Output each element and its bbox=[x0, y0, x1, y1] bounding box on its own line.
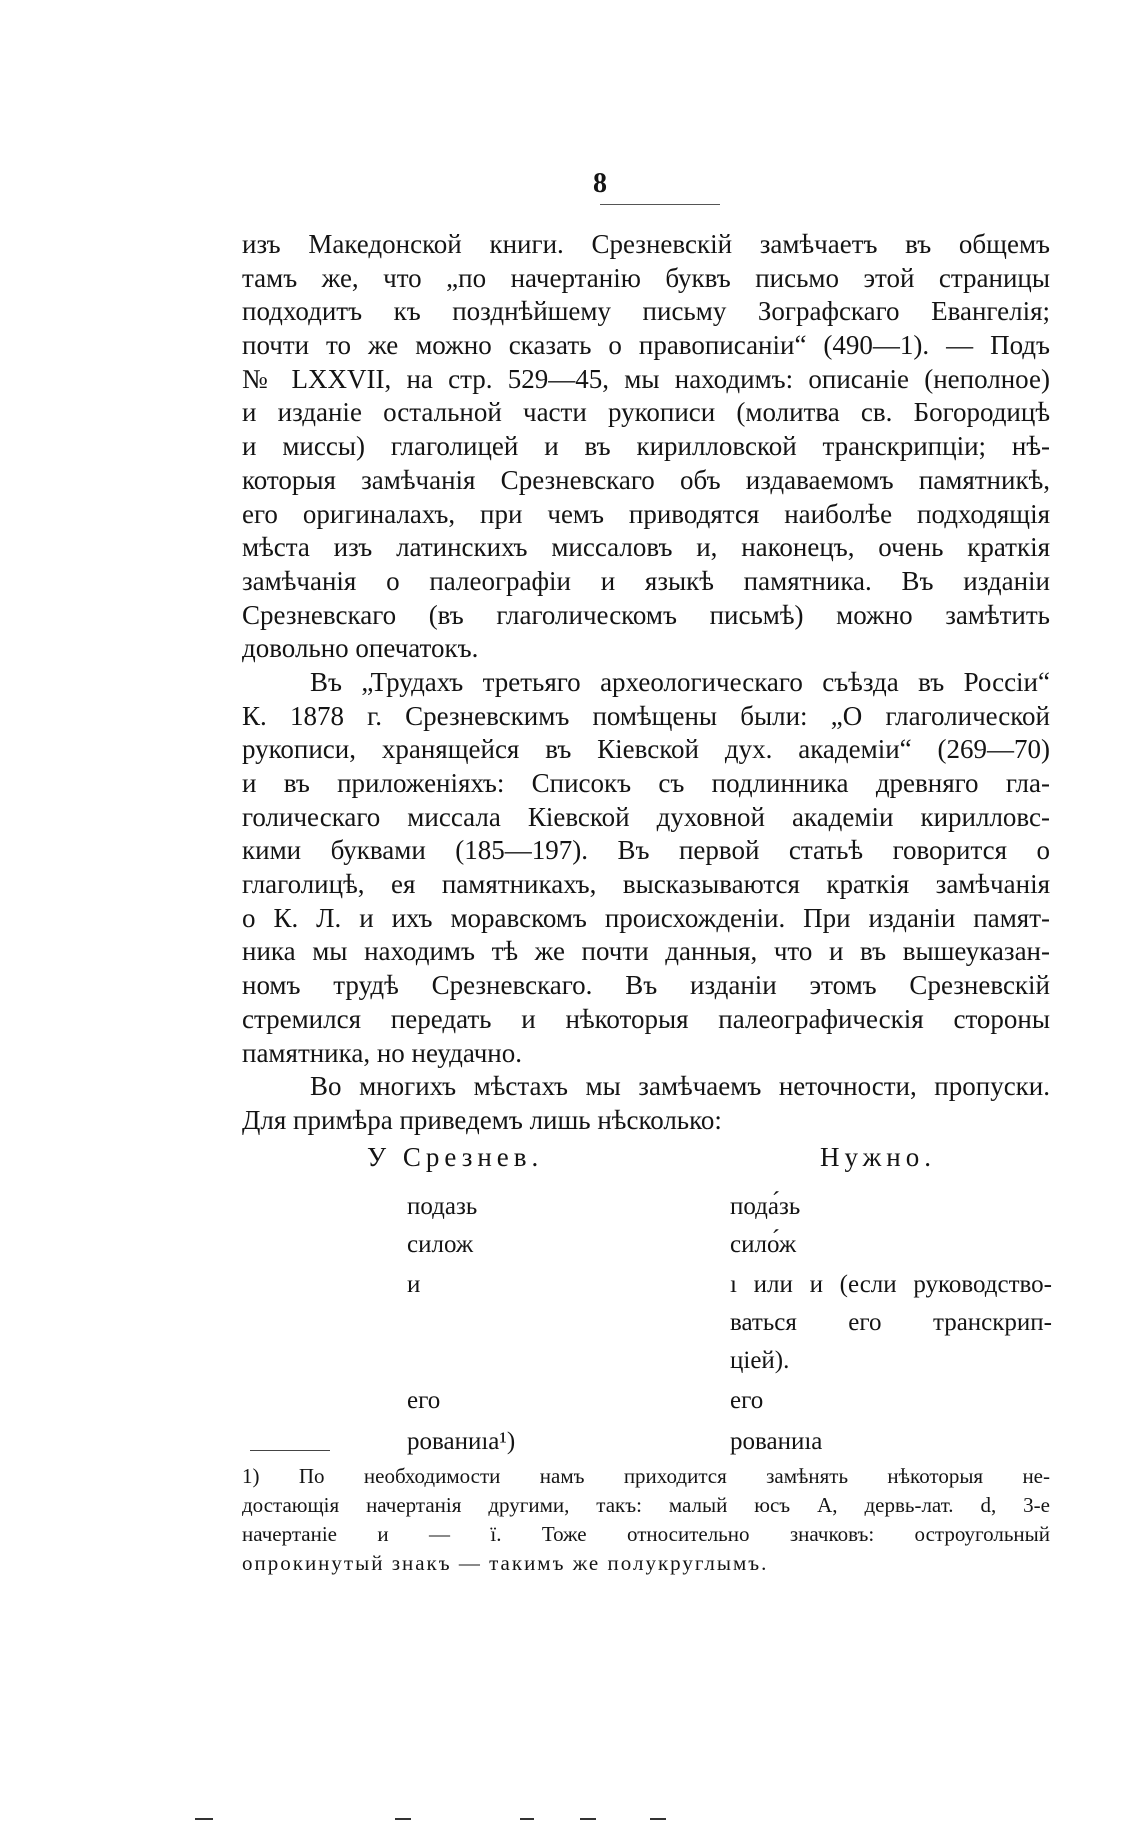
text-line: стремился передать и нѣкоторыя палеографическія стороны bbox=[242, 1003, 1050, 1034]
footnote-line: 1) По необходимости намъ приходится замѣнять нѣкоторыя не- bbox=[242, 1464, 1050, 1488]
text-line: тамъ же, что „по начертанію буквъ письмо этой страницы bbox=[242, 262, 1050, 293]
comparison-left-cell: рованиıа¹) bbox=[407, 1428, 516, 1455]
comparison-right-cell: пода́зь bbox=[730, 1193, 801, 1220]
text-line: памятника, но неудачно. bbox=[242, 1037, 523, 1068]
text-line: Въ „Трудахъ третьяго археологическаго съѣзда въ Россіи“ bbox=[310, 666, 1050, 697]
text-line: и изданіе остальной части рукописи (молитва св. Богородицѣ bbox=[242, 397, 1050, 428]
comparison-right-cell: его bbox=[730, 1387, 764, 1414]
comparison-note-line: ціей). bbox=[730, 1347, 790, 1374]
text-line: К. 1878 г. Срезневскимъ помѣщены были: „О глаголической bbox=[242, 700, 1050, 731]
footnote-rule bbox=[250, 1450, 330, 1451]
edge-mark bbox=[195, 1818, 213, 1820]
text-line: Для примѣра приведемъ лишь нѣсколько: bbox=[242, 1104, 722, 1135]
footnote-line: опрокинутый знакъ — такимъ же полукруглымъ. bbox=[242, 1551, 769, 1575]
footnotes bbox=[242, 1462, 1050, 1578]
text-line: почти то же можно сказать о правописаніи“ (490—1). — Подъ bbox=[242, 330, 1050, 361]
comparison-left-cell: и bbox=[407, 1271, 421, 1298]
text-line: которыя замѣчанія Срезневскаго объ издаваемомъ памятникѣ, bbox=[242, 464, 1050, 495]
comparison-left-header: У Срезнев. bbox=[367, 1142, 544, 1172]
text-line: изъ Македонской книги. Срезневскій замѣчаетъ въ общемъ bbox=[242, 229, 1050, 259]
text-line: Срезневскаго (въ глаголическомъ письмѣ) можно замѣтить bbox=[242, 599, 1050, 630]
text-line: о К. Л. и ихъ моравскомъ происхожденіи. При изданіи памят- bbox=[242, 902, 1050, 933]
text-line: и миссы) глаголицей и въ кирилловской транскрипціи; нѣ- bbox=[242, 431, 1050, 462]
comparison-right-header: Нужно. bbox=[820, 1142, 936, 1172]
text-line: № LXXVII, на стр. 529—45, мы находимъ: описаніе (неполное) bbox=[242, 363, 1050, 394]
footnote-line: начертаніе и — ï. Тоже относительно значковъ: остроугольный bbox=[242, 1522, 1050, 1546]
comparison-left-cell: силож bbox=[407, 1231, 474, 1258]
text-line: номъ трудѣ Срезневскаго. Въ изданіи этомъ Срезневскій bbox=[242, 970, 1050, 1001]
text-line: и въ приложеніяхъ: Списокъ съ подлинника древняго гла- bbox=[242, 768, 1050, 798]
page-edge-marks bbox=[0, 1818, 1140, 1820]
footnote-line: достающія начертанія другими, такъ: малый юсъ А, дервь-лат. d, 3-е bbox=[242, 1493, 1050, 1517]
text-line: рукописи, хранящейся въ Кіевской дух. академіи“ (269—70) bbox=[242, 734, 1050, 765]
paragraph-2 bbox=[242, 666, 1050, 1070]
text-line: его оригиналахъ, при чемъ приводятся наиболѣе подходящія bbox=[242, 498, 1050, 529]
text-line: замѣчанія о палеографіи и языкѣ памятника. Въ изданіи bbox=[242, 565, 1050, 596]
body-text bbox=[242, 228, 1050, 1138]
edge-mark bbox=[650, 1818, 666, 1820]
comparison-right-note bbox=[730, 1266, 1052, 1380]
text-line: ника мы находимъ тѣ же почти данныя, что и въ вышеуказан- bbox=[242, 936, 1050, 967]
paragraph-3 bbox=[242, 1070, 1050, 1137]
comparison-left-cell: подазь bbox=[407, 1193, 478, 1220]
comparison-left-cell: его bbox=[407, 1387, 441, 1414]
text-line: глаголицѣ, ея памятникахъ, высказываются краткія замѣчанія bbox=[242, 869, 1050, 900]
comparison-note-line: ваться его транскрип- bbox=[730, 1309, 1052, 1336]
text-line: кими буквами (185—197). Въ первой статьѣ говорится о bbox=[242, 835, 1050, 866]
page-number-rule bbox=[600, 204, 720, 205]
comparison-right-cell: рованиıа bbox=[730, 1428, 823, 1455]
edge-mark bbox=[395, 1818, 411, 1820]
comparison-right-cell: сило́ж bbox=[730, 1231, 797, 1258]
page-number: 8 bbox=[593, 168, 607, 199]
text-line: Во многихъ мѣстахъ мы замѣчаемъ неточности, пропуски. bbox=[310, 1071, 1050, 1102]
text-line: мѣста изъ латинскихъ миссаловъ и, наконецъ, очень краткія bbox=[242, 532, 1050, 563]
text-line: голическаго миссала Кіевской духовной академіи кирилловс- bbox=[242, 801, 1050, 832]
text-line: подходитъ къ позднѣйшему письму Зографскаго Евангелія; bbox=[242, 296, 1050, 327]
edge-mark bbox=[520, 1818, 534, 1820]
text-line: довольно опечатокъ. bbox=[242, 633, 479, 664]
comparison-right-cell: ı или и (если руководство- bbox=[730, 1271, 1052, 1298]
edge-mark bbox=[580, 1818, 596, 1820]
paragraph-1 bbox=[242, 228, 1050, 666]
